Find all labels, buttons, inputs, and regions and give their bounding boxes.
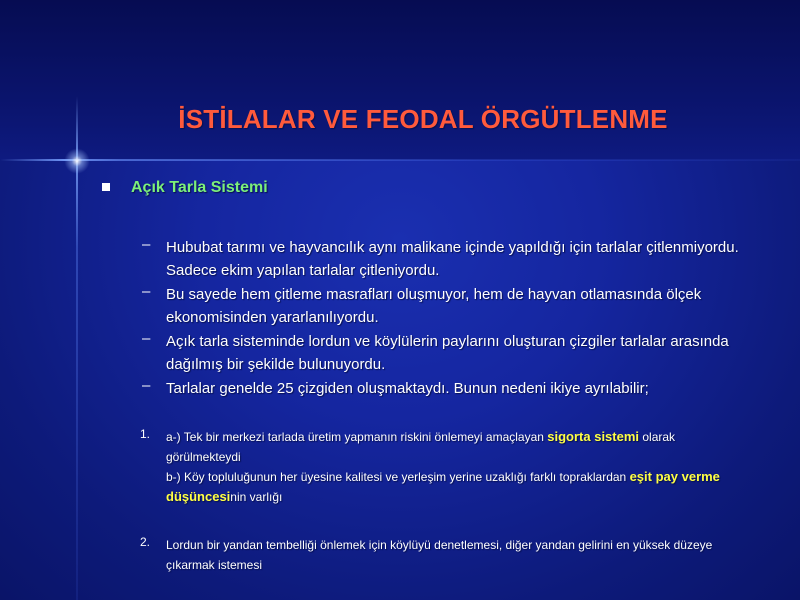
horizontal-accent-line (0, 159, 800, 161)
dash-bullet-icon: – (142, 330, 151, 347)
sub-point-b-text: b-) Köy topluluğunun her üyesine kalitesi ve yerleşim yerine uzaklığı farklı topraklardan (166, 470, 630, 484)
list-item-text: Açık tarla sisteminde lordun ve köylülerin paylarını oluşturan çizgiler tarlalar arasında dağılmış bir şekilde bulunuyordu. (166, 333, 729, 373)
dash-bullet-icon: – (142, 283, 151, 300)
highlight-text: eşit pay verme düşüncesi (166, 469, 720, 504)
sub-point-a-text: a-) Tek bir merkezi tarlada üretim yapmanın riskini önlemeyi amaçlayan (166, 430, 548, 444)
list-item-text: Tarlalar genelde 25 çizgiden oluşmaktaydı. Bunun nedeni ikiye ayrılabilir; (166, 380, 649, 397)
sub-point-a-tail: olarak görülmekteydi (166, 430, 676, 464)
list-item-text: Bu sayede hem çitleme masrafları oluşmuyor, hem de hayvan otlamasında ölçek ekonomisinden yararlanılıyordu. (166, 286, 702, 326)
title-band (0, 0, 800, 160)
dash-bullet-icon: – (142, 377, 151, 394)
sub-point-b-tail: nin varlığı (230, 490, 283, 504)
section-heading: Açık Tarla Sistemi (131, 179, 268, 196)
sub-point-a (166, 427, 726, 467)
item-number: 2. (140, 535, 151, 549)
dash-bullet-icon: – (142, 236, 151, 253)
numbered-item-text: Lordun bir yandan tembelliği önlemek için köylüyü denetlemesi, diğer yandan gelirini en yüksek düzeye çıkarmak istemesi (166, 538, 713, 572)
highlight-text: sigorta sistemi (547, 429, 640, 444)
numbered-item-text (166, 427, 726, 507)
sub-point-b (166, 467, 726, 507)
square-bullet-icon (102, 183, 110, 191)
item-number: 1. (140, 427, 151, 441)
list-item-text: Hububat tarımı ve hayvancılık aynı malikane içinde yapıldığı için tarlalar çitlenmiyordu. Sadece ekim yapılan tarlalar çitleniyordu. (166, 239, 739, 279)
slide-title: İSTİLALAR VE FEODAL ÖRGÜTLENME (178, 104, 668, 134)
star-flare-decoration (62, 146, 92, 176)
